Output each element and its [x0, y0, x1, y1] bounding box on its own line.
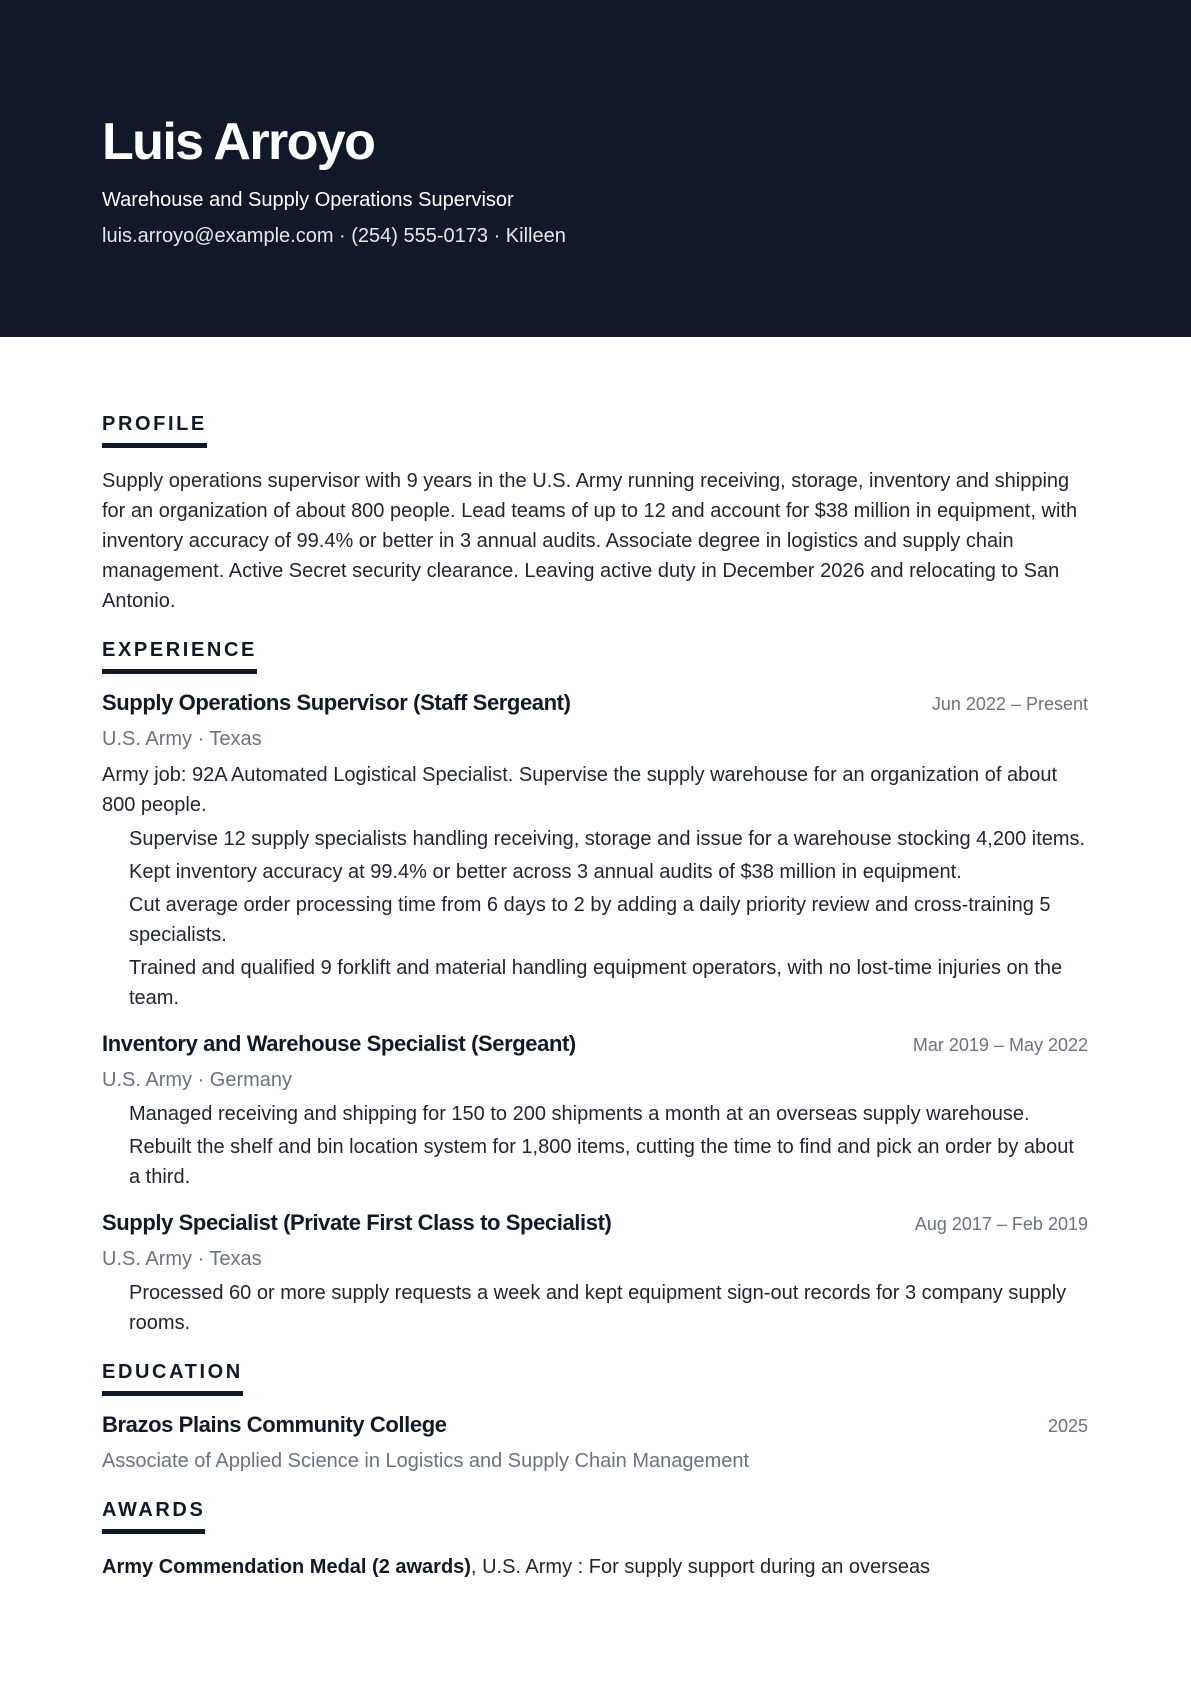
- job-organization: U.S. Army · Texas: [102, 1248, 262, 1270]
- experience-entry: [102, 688, 1088, 1013]
- job-summary: Army job: 92A Automated Logistical Specialist. Supervise the supply warehouse for an organization of about 800 people.: [102, 764, 1058, 816]
- experience-section: [102, 638, 1088, 1338]
- job-date-range: Mar 2019 – May 2022: [912, 1035, 1088, 1055]
- contact-info: luis.arroyo@example.com · (254) 555-0173 · Killeen: [102, 225, 566, 247]
- job-organization: U.S. Army · Texas: [102, 728, 262, 750]
- job-bullet: Cut average order processing time from 6 days to 2 by adding a daily priority review and cross-training 5 specialists.: [129, 894, 1051, 946]
- school-name: Brazos Plains Community College: [102, 1412, 447, 1437]
- job-bullet: Trained and qualified 9 forklift and material handling equipment operators, with no lost-time injuries on the team.: [129, 957, 1063, 1009]
- education-section: [102, 1360, 1088, 1476]
- job-date-range: Aug 2017 – Feb 2019: [914, 1214, 1088, 1234]
- awards-heading: AWARDS: [102, 1498, 205, 1534]
- job-title: Supply Operations Supervisor (Staff Sergeant): [102, 690, 571, 715]
- job-bullet-list: [102, 1099, 1088, 1192]
- awards-section: [102, 1498, 1088, 1582]
- profile-heading: PROFILE: [102, 412, 207, 448]
- award-description: , U.S. Army : For supply support during an overseas: [470, 1556, 931, 1578]
- profile-section: [102, 412, 1088, 616]
- experience-entry-header: [102, 1029, 1088, 1059]
- job-title: Inventory and Warehouse Specialist (Sergeant): [102, 1031, 576, 1056]
- candidate-name: Luis Arroyo: [102, 113, 375, 171]
- resume-body: [102, 412, 1088, 1582]
- job-bullet: Supervise 12 supply specialists handling receiving, storage and issue for a warehouse stocking 4,200 items.: [129, 828, 1086, 850]
- job-date-range: Jun 2022 – Present: [931, 694, 1088, 714]
- job-bullet: Rebuilt the shelf and bin location system for 1,800 items, cutting the time to find and pick an order by about a third.: [129, 1136, 1074, 1188]
- education-heading: EDUCATION: [102, 1360, 243, 1396]
- job-bullet: Kept inventory accuracy at 99.4% or better across 3 annual audits of $38 million in equipment.: [129, 861, 962, 883]
- candidate-headline: Warehouse and Supply Operations Supervisor: [102, 189, 514, 211]
- experience-entry: [102, 1208, 1088, 1338]
- job-title: Supply Specialist (Private First Class to Specialist): [102, 1210, 612, 1235]
- education-year: 2025: [1047, 1416, 1088, 1436]
- degree-name: Associate of Applied Science in Logistics and Supply Chain Management: [102, 1450, 750, 1472]
- experience-heading: EXPERIENCE: [102, 638, 257, 674]
- job-bullet: Processed 60 or more supply requests a week and kept equipment sign-out records for 3 company supply rooms.: [129, 1282, 1067, 1334]
- award-title: Army Commendation Medal (2 awards): [102, 1556, 471, 1578]
- job-bullet: Managed receiving and shipping for 150 to 200 shipments a month at an overseas supply warehouse.: [129, 1103, 1030, 1125]
- job-bullet-list: [102, 824, 1088, 1013]
- resume-header: [0, 0, 1191, 337]
- experience-entry-header: [102, 688, 1088, 718]
- job-organization: U.S. Army · Germany: [102, 1069, 293, 1091]
- profile-summary: Supply operations supervisor with 9 years in the U.S. Army running receiving, storage, inventory and shipping for an organization of about 800 people. Lead teams of up to 12 and account for $38 million in equipment, with inventory accuracy of 99.4% or better in 3 annual audits. Associate degree in logistics and supply chain management. Active Secret security clearance. Leaving active duty in December 2026 and relocating to San Antonio.: [102, 470, 1078, 612]
- job-bullet-list: [102, 1278, 1088, 1338]
- experience-entry-header: [102, 1208, 1088, 1238]
- education-entry-header: [102, 1410, 1088, 1440]
- award-entry: [102, 1552, 1088, 1582]
- experience-entry: [102, 1029, 1088, 1192]
